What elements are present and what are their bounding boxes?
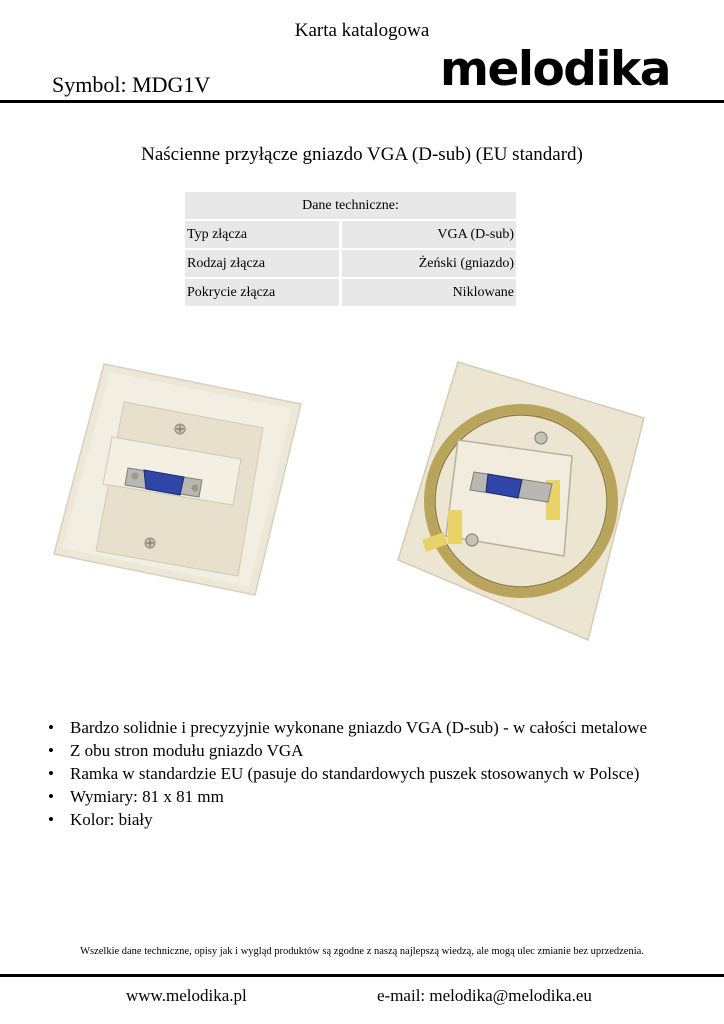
bullet-marker: • <box>48 741 54 760</box>
feature-text: Ramka w standardzie EU (pasuje do standardowych puszek stosowanych w Polsce) <box>70 764 640 783</box>
header-divider <box>0 100 724 103</box>
feature-text: Kolor: biały <box>70 810 153 829</box>
bullet-marker: • <box>48 787 54 806</box>
bullet-marker: • <box>48 764 54 783</box>
feature-text: Z obu stron modułu gniazdo VGA <box>70 741 304 760</box>
table-heading: Dane techniczne: <box>185 192 516 219</box>
table-header-row <box>185 192 516 219</box>
list-item <box>48 785 647 808</box>
table-row <box>185 221 516 248</box>
footer-email-link[interactable]: e-mail: melodika@melodika.eu <box>377 986 592 1005</box>
product-symbol: Symbol: MDG1V <box>52 72 211 97</box>
footer-divider <box>0 974 724 977</box>
disclaimer-text: Wszelkie dane techniczne, opisy jak i wygląd produktów są zgodne z naszą najlepszą wiedzą, ale mogą ulec zmianie bez uprzedzenia. <box>80 946 644 957</box>
spec-key: Typ złącza <box>185 221 342 248</box>
wall-plate-back-photo <box>396 360 646 642</box>
product-title: Naścienne przyłącze gniazdo VGA (D-sub) (EU standard) <box>141 144 583 165</box>
list-item <box>48 739 647 762</box>
feature-text: Wymiary: 81 x 81 mm <box>70 787 224 806</box>
footer-website-link[interactable]: www.melodika.pl <box>126 986 247 1005</box>
spec-value: Niklowane <box>342 279 516 306</box>
table-row <box>185 250 516 277</box>
list-item <box>48 808 647 831</box>
catalog-sheet-title: Karta katalogowa <box>294 20 430 41</box>
spec-value: Żeński (gniazdo) <box>342 250 516 277</box>
technical-data-table <box>185 190 516 308</box>
spec-value: VGA (D-sub) <box>342 221 516 248</box>
wall-plate-front-photo <box>52 362 304 598</box>
spec-key: Pokrycie złącza <box>185 279 342 306</box>
melodika-logo: melodika <box>440 42 670 97</box>
list-item <box>48 716 647 739</box>
bullet-marker: • <box>48 810 54 829</box>
bullet-marker: • <box>48 718 54 737</box>
feature-text: Bardzo solidnie i precyzyjnie wykonane gniazdo VGA (D-sub) - w całości metalowe <box>70 718 648 737</box>
table-row <box>185 279 516 306</box>
spec-key: Rodzaj złącza <box>185 250 342 277</box>
feature-list <box>48 716 647 831</box>
list-item <box>48 762 647 785</box>
